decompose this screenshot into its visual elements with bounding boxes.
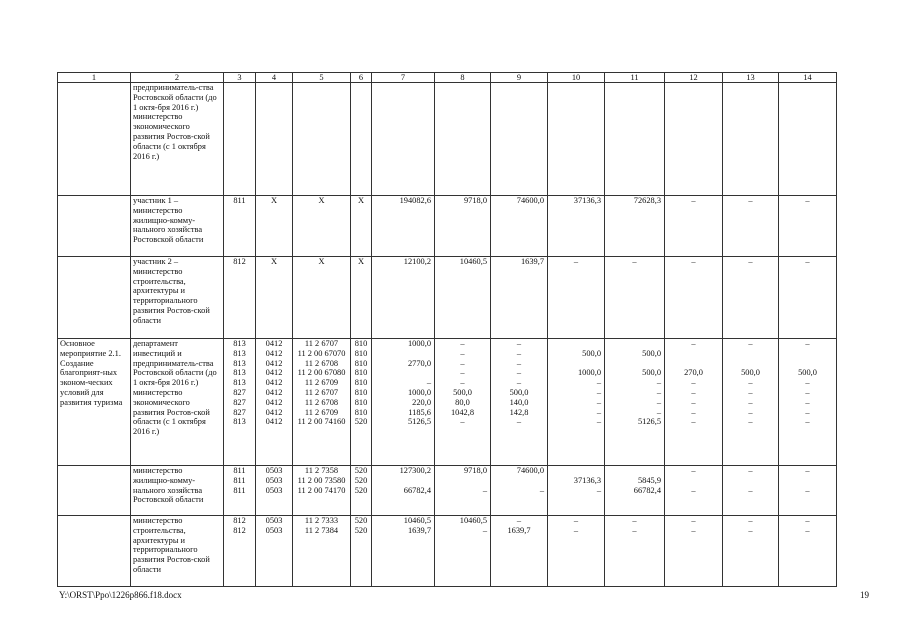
table-cell: Х — [256, 196, 293, 257]
cell-line — [781, 476, 834, 486]
cell-line: 1639,7 — [407, 525, 431, 535]
multiline-cell — [779, 466, 837, 516]
cell-line: 10460,5 — [459, 516, 487, 525]
multiline-cell — [723, 466, 779, 516]
multiline-cell — [548, 466, 605, 516]
multiline-cell — [665, 466, 723, 516]
cell-line: 827 — [233, 387, 246, 397]
header-cell: 13 — [723, 73, 779, 83]
cell-line: 270,0 — [684, 368, 703, 378]
cell-line: 11 2 7384 — [304, 525, 339, 535]
multiline-cell — [779, 339, 837, 466]
cell-line: – — [805, 516, 810, 525]
table-cell: – — [723, 257, 779, 339]
cell-line: 0503 — [265, 475, 283, 485]
multiline-cell — [435, 466, 491, 516]
cell-line: 66782,4 — [633, 485, 661, 495]
table-cell: 1639,7 — [491, 257, 548, 339]
cell-line — [725, 349, 776, 359]
cell-line: – — [805, 417, 810, 427]
cell-line: – — [516, 516, 522, 525]
cell-line: – — [748, 525, 753, 535]
multiline-cell — [665, 339, 723, 466]
multiline-cell — [723, 516, 779, 587]
cell-line: – — [460, 378, 465, 388]
cell-line: 520 — [354, 525, 368, 535]
multiline-cell — [605, 516, 665, 587]
cell-line: 9718,0 — [463, 466, 487, 475]
cell-line — [374, 349, 431, 359]
header-cell: 6 — [351, 73, 372, 83]
table-row — [58, 339, 837, 466]
cell-line: – — [691, 387, 696, 397]
table-cell — [605, 83, 665, 196]
cell-line: – — [516, 368, 522, 378]
multiline-cell — [372, 339, 435, 466]
cell-line: – — [805, 525, 810, 535]
table-cell: 12100,2 — [372, 257, 435, 339]
cell-line: 500,0 — [798, 368, 817, 378]
cell-line: 500,0 — [582, 348, 601, 358]
cell-line: 500,0 — [453, 387, 472, 397]
cell-line: 5126,5 — [407, 417, 431, 427]
page-number: 19 — [860, 590, 869, 600]
cell-line: 520 — [354, 466, 368, 475]
cell-line — [781, 349, 834, 359]
cell-line: 11 2 00 67080 — [297, 368, 346, 378]
multiline-cell — [256, 339, 293, 466]
header-cell: 14 — [779, 73, 837, 83]
table-cell — [351, 83, 372, 196]
cell-line: – — [516, 378, 522, 388]
table-row — [58, 196, 837, 257]
cell-line: 827 — [233, 407, 246, 417]
table-cell: – — [779, 257, 837, 339]
table-row — [58, 466, 837, 516]
cell-line: 813 — [233, 417, 246, 427]
cell-line — [667, 476, 720, 486]
table-cell — [58, 196, 131, 257]
cell-line: 80,0 — [455, 397, 470, 407]
cell-line: 500,0 — [509, 387, 529, 397]
cell-line: 2770,0 — [407, 358, 431, 368]
cell-line: 0412 — [265, 339, 283, 348]
cell-line — [607, 359, 661, 369]
multiline-cell — [351, 516, 372, 587]
cell-line — [550, 339, 601, 349]
executor-cell: участник 1 – министерство жилищно-комму-нального хозяйства Ростовской области — [131, 196, 224, 257]
cell-line: – — [748, 417, 753, 427]
header-cell: 5 — [293, 73, 351, 83]
cell-line: 500,0 — [642, 348, 661, 358]
cell-line: – — [691, 525, 696, 535]
cell-line: 0412 — [265, 368, 283, 378]
cell-line — [781, 359, 834, 369]
cell-line: – — [632, 525, 637, 535]
cell-line: – — [516, 358, 522, 368]
executor-cell: министерство жилищно-комму-нального хозяйства Ростовской области — [131, 466, 224, 516]
cell-line: 813 — [233, 348, 246, 358]
header-row — [58, 73, 837, 83]
cell-line: 520 — [354, 417, 368, 427]
cell-line: – — [482, 525, 487, 535]
table-cell: 37136,3 — [548, 196, 605, 257]
cell-line — [550, 466, 601, 476]
cell-line: – — [482, 485, 487, 495]
cell-line: – — [748, 466, 753, 475]
cell-line: 11 2 00 73580 — [297, 475, 346, 485]
header-cell: 7 — [372, 73, 435, 83]
cell-line: – — [805, 378, 810, 388]
document-path: Y:\ORST\Ppo\1226p866.f18.docx — [59, 590, 182, 600]
cell-line: – — [805, 466, 810, 475]
multiline-cell — [224, 339, 256, 466]
multiline-cell — [435, 339, 491, 466]
cell-line: 1000,0 — [577, 368, 601, 378]
cell-line: – — [460, 368, 465, 378]
cell-line: – — [748, 339, 753, 348]
cell-line: – — [805, 387, 810, 397]
cell-line: – — [691, 397, 696, 407]
cell-line: – — [596, 407, 601, 417]
multiline-cell — [293, 339, 351, 466]
table-cell: – — [723, 196, 779, 257]
cell-line — [607, 466, 661, 476]
budget-table — [57, 72, 837, 587]
table-cell: – — [548, 257, 605, 339]
multiline-cell — [548, 516, 605, 587]
table-row — [58, 516, 837, 587]
multiline-cell — [548, 339, 605, 466]
cell-line: – — [656, 397, 661, 407]
cell-line — [667, 349, 720, 359]
cell-line: 520 — [354, 485, 368, 495]
header-cell: 11 — [605, 73, 665, 83]
cell-line — [607, 339, 661, 349]
cell-line: 11 2 6708 — [304, 358, 339, 368]
cell-line: 811 — [233, 485, 246, 495]
cell-line: 520 — [354, 516, 368, 525]
executor-cell: участник 2 – министерство строительства, архитектуры и территориального развития Ростов-ской области — [131, 257, 224, 339]
cell-line: 11 2 00 74170 — [297, 485, 346, 495]
cell-line: – — [460, 339, 465, 348]
cell-line: 37136,3 — [573, 475, 601, 485]
cell-line: 0503 — [265, 516, 283, 525]
cell-line: 0412 — [265, 348, 283, 358]
table-cell: 9718,0 — [435, 196, 491, 257]
table-cell — [58, 257, 131, 339]
cell-line: 0503 — [265, 485, 283, 495]
multiline-cell — [665, 516, 723, 587]
cell-line: – — [596, 417, 601, 427]
cell-line: – — [691, 466, 696, 475]
table-cell: – — [605, 257, 665, 339]
header-cell: 10 — [548, 73, 605, 83]
cell-line: – — [596, 397, 601, 407]
cell-line: 0412 — [265, 407, 283, 417]
cell-line: 11 2 7358 — [304, 466, 339, 475]
table-cell — [372, 83, 435, 196]
table-cell: – — [665, 257, 723, 339]
cell-line: – — [748, 516, 753, 525]
cell-line: 1185,6 — [408, 407, 431, 417]
table-cell: Х — [351, 196, 372, 257]
cell-line: 1042,8 — [450, 407, 475, 417]
cell-line: – — [596, 387, 601, 397]
cell-line: 0503 — [265, 466, 283, 475]
cell-line: 810 — [354, 339, 368, 348]
multiline-cell — [491, 516, 548, 587]
cell-line — [374, 476, 431, 486]
cell-line: 813 — [233, 378, 246, 388]
cell-line: 1000,0 — [407, 387, 431, 397]
cell-line: 0412 — [265, 378, 283, 388]
cell-line: 500,0 — [642, 368, 661, 378]
cell-line: 810 — [354, 348, 368, 358]
cell-line: 11 2 6709 — [304, 378, 339, 388]
table-cell: 194082,6 — [372, 196, 435, 257]
table-cell: Х — [256, 257, 293, 339]
cell-line: 1000,0 — [407, 339, 431, 348]
cell-line — [493, 476, 544, 486]
cell-line: 5845,9 — [637, 475, 661, 485]
table-cell — [665, 83, 723, 196]
table-cell — [256, 83, 293, 196]
table-row — [58, 257, 837, 339]
header-cell: 4 — [256, 73, 293, 83]
cell-line: – — [596, 378, 601, 388]
cell-line: – — [691, 407, 696, 417]
cell-line: 0412 — [265, 358, 283, 368]
multiline-cell — [605, 466, 665, 516]
cell-line: – — [748, 407, 753, 417]
cell-line: 11 2 6709 — [304, 407, 339, 417]
cell-line — [725, 359, 776, 369]
multiline-cell — [351, 339, 372, 466]
cell-line: 11 2 00 74160 — [297, 417, 346, 427]
cell-line: – — [691, 485, 696, 495]
multiline-cell — [723, 339, 779, 466]
cell-line: 810 — [354, 358, 368, 368]
cell-line: 11 2 6707 — [304, 339, 339, 348]
cell-line: 0503 — [265, 525, 283, 535]
table-cell — [58, 83, 131, 196]
multiline-cell — [435, 516, 491, 587]
cell-line: 810 — [354, 397, 368, 407]
header-cell: 1 — [58, 73, 131, 83]
cell-line: – — [656, 407, 661, 417]
multiline-cell — [491, 466, 548, 516]
cell-line: 0412 — [265, 387, 283, 397]
executor-cell: департамент инвестиций и предприниматель-ства Ростовской области (до 1 октя-бря 2016 г.) министерство экономического развития Ростов-ской области (с 1 октября 2016 г.) — [131, 339, 224, 466]
cell-line: 812 — [233, 516, 246, 525]
multiline-cell — [491, 339, 548, 466]
cell-line: – — [656, 387, 661, 397]
cell-line: 811 — [233, 466, 246, 475]
multiline-cell — [224, 516, 256, 587]
multiline-cell — [351, 466, 372, 516]
cell-line: 11 2 6708 — [304, 397, 339, 407]
table-cell — [435, 83, 491, 196]
cell-line: – — [748, 485, 753, 495]
table-row — [58, 83, 837, 196]
multiline-cell — [224, 466, 256, 516]
table-cell: Х — [293, 257, 351, 339]
table-cell: 811 — [224, 196, 256, 257]
table-cell — [293, 83, 351, 196]
cell-line: 827 — [233, 397, 246, 407]
table-cell: 72628,3 — [605, 196, 665, 257]
cell-line: 813 — [233, 339, 246, 348]
multiline-cell — [256, 516, 293, 587]
cell-line: – — [691, 417, 696, 427]
cell-line: 0412 — [265, 417, 283, 427]
multiline-cell — [605, 339, 665, 466]
table-cell — [491, 83, 548, 196]
cell-line: – — [805, 397, 810, 407]
cell-line — [725, 476, 776, 486]
cell-line: 11 2 7333 — [304, 516, 339, 525]
cell-line: 1639,7 — [507, 525, 531, 535]
cell-line: – — [460, 358, 465, 368]
table-cell: – — [665, 196, 723, 257]
cell-line: 220,0 — [412, 397, 431, 407]
cell-line: 142,8 — [509, 407, 529, 417]
table-cell — [548, 83, 605, 196]
cell-line — [437, 476, 487, 486]
cell-line: 810 — [354, 407, 368, 417]
multiline-cell — [372, 466, 435, 516]
cell-line: 520 — [354, 475, 368, 485]
table-cell — [58, 466, 131, 516]
multiline-cell — [372, 516, 435, 587]
cell-line: – — [691, 339, 696, 348]
table-cell: 812 — [224, 257, 256, 339]
cell-line: 66782,4 — [403, 485, 431, 495]
cell-line: – — [460, 417, 465, 427]
table-cell: Х — [351, 257, 372, 339]
cell-line: 813 — [233, 358, 246, 368]
cell-line: 810 — [354, 368, 368, 378]
cell-line: – — [426, 378, 431, 388]
header-cell: 8 — [435, 73, 491, 83]
cell-line: 10460,5 — [403, 516, 431, 525]
table-cell — [723, 83, 779, 196]
table-cell: Х — [293, 196, 351, 257]
cell-line: 813 — [233, 368, 246, 378]
cell-line: – — [805, 485, 810, 495]
cell-line: – — [596, 485, 601, 495]
header-cell: 2 — [131, 73, 224, 83]
cell-line — [550, 359, 601, 369]
cell-line: 11 2 00 67070 — [297, 348, 346, 358]
cell-line: 811 — [233, 475, 246, 485]
cell-line — [374, 368, 431, 378]
table-cell — [224, 83, 256, 196]
cell-line: 810 — [354, 387, 368, 397]
cell-line: – — [516, 417, 522, 427]
cell-line: 500,0 — [741, 368, 760, 378]
executor-cell: министерство строительства, архитектуры и территориального развития Ростов-ской области — [131, 516, 224, 587]
cell-line: – — [748, 387, 753, 397]
cell-line: – — [460, 348, 465, 358]
cell-line: 74600,0 — [516, 466, 544, 475]
activity-cell: Основное мероприятие 2.1. Создание благоприят-ных эконом-ческих условий для развития туризма — [58, 339, 131, 466]
cell-line: 11 2 6707 — [304, 387, 339, 397]
cell-line: – — [691, 516, 696, 525]
cell-line: 5126,5 — [637, 417, 661, 427]
table-cell: 10460,5 — [435, 257, 491, 339]
cell-line: – — [516, 348, 522, 358]
multiline-cell — [256, 466, 293, 516]
cell-line: – — [748, 397, 753, 407]
header-cell: 12 — [665, 73, 723, 83]
cell-line: – — [748, 378, 753, 388]
cell-line: 140,0 — [509, 397, 529, 407]
cell-line: – — [656, 378, 661, 388]
header-cell: 3 — [224, 73, 256, 83]
cell-line: – — [539, 485, 544, 495]
cell-line: – — [805, 407, 810, 417]
header-cell: 9 — [491, 73, 548, 83]
executor-cell: предприниматель-ства Ростовской области (до 1 октя-бря 2016 г.) министерство экономического развития Ростов-ской области (с 1 октября 2016 г.) — [131, 83, 224, 196]
cell-line: 127300,2 — [399, 466, 431, 475]
cell-line: – — [805, 339, 810, 348]
cell-line: 810 — [354, 378, 368, 388]
table-cell — [779, 83, 837, 196]
cell-line — [667, 359, 720, 369]
cell-line: – — [516, 339, 522, 348]
cell-line: – — [632, 516, 637, 525]
multiline-cell — [779, 516, 837, 587]
cell-line: 812 — [233, 525, 246, 535]
table-cell: – — [779, 196, 837, 257]
cell-line: – — [573, 516, 579, 525]
table-cell — [58, 516, 131, 587]
multiline-cell — [293, 466, 351, 516]
cell-line: – — [691, 378, 696, 388]
cell-line: – — [573, 525, 579, 535]
cell-line: 0412 — [265, 397, 283, 407]
table-cell: 74600,0 — [491, 196, 548, 257]
multiline-cell — [293, 516, 351, 587]
